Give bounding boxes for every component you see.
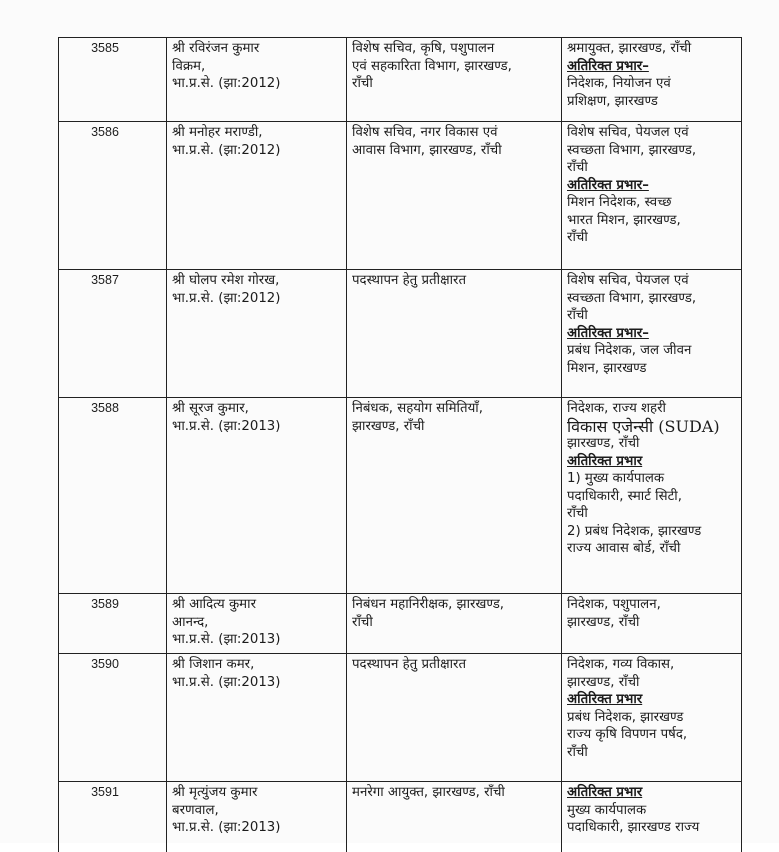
current-post — [347, 38, 562, 122]
additional-charge-heading: अतिरिक्त प्रभार– — [567, 58, 649, 74]
name-line: श्री जिशान कमर, — [172, 657, 255, 672]
additional-charge-heading: अतिरिक्त प्रभार — [567, 692, 643, 707]
current-post — [347, 594, 562, 654]
new-post-line: झारखण्ड, राँची — [567, 436, 640, 451]
additional-charge-line: राज्य कृषि विपणन पर्षद, — [567, 727, 688, 742]
current-post-line: पदस्थापन हेतु प्रतीक्षारत — [352, 273, 467, 288]
additional-charge-line: राँची — [567, 230, 588, 245]
current-post-line: मनरेगा आयुक्त, झारखण्ड, राँची — [352, 785, 505, 800]
additional-charge-line: प्रबंध निदेशक, झारखण्ड — [567, 709, 684, 725]
name-line: विक्रम, — [172, 58, 206, 74]
current-post-line: पदस्थापन हेतु प्रतीक्षारत — [352, 657, 467, 672]
current-post-line: आवास विभाग, झारखण्ड, राँची — [352, 142, 502, 158]
new-post-line: स्वच्छता विभाग, झारखण्ड, — [567, 142, 697, 158]
table-row — [59, 594, 742, 654]
table-row — [59, 398, 742, 594]
additional-charge-heading: अतिरिक्त प्रभार — [567, 785, 643, 800]
additional-charge-line: राज्य आवास बोर्ड, राँची — [567, 541, 681, 556]
additional-charge-heading: अतिरिक्त प्रभार– — [567, 177, 649, 193]
table-row — [59, 122, 742, 270]
serial-number: 3589 — [59, 594, 167, 654]
additional-charge-line: राँची — [567, 744, 588, 760]
current-post-line: निबंधन महानिरीक्षक, झारखण्ड, — [352, 597, 505, 612]
serial-number: 3586 — [59, 122, 167, 270]
name-line: श्री घोलप रमेश गोरख, — [172, 273, 280, 288]
name-line: श्री आदित्य कुमार — [172, 597, 257, 612]
new-post-line: श्रमायुक्त, झारखण्ड, राँची — [567, 41, 692, 56]
new-post — [562, 398, 742, 594]
additional-charge-heading: अतिरिक्त प्रभार– — [567, 325, 649, 341]
additional-charge-line: मिशन निदेशक, स्वच्छ — [567, 195, 672, 210]
officer-name — [167, 270, 347, 398]
additional-charge-line: 2) प्रबंध निदेशक, झारखण्ड — [567, 523, 702, 539]
table-row — [59, 782, 742, 852]
serial-number: 3587 — [59, 270, 167, 398]
serial-number: 3585 — [59, 38, 167, 122]
name-line: आनन्द, — [172, 614, 209, 630]
name-line: श्री सूरज कुमार, — [172, 401, 249, 416]
current-post — [347, 122, 562, 270]
officer-name — [167, 654, 347, 782]
new-post-line: झारखण्ड, राँची — [567, 674, 640, 690]
name-line: श्री मनोहर मराण्डी, — [172, 125, 263, 140]
additional-charge-line: मुख्य कार्यपालक — [567, 802, 647, 818]
new-post — [562, 594, 742, 654]
current-post-line: विशेष सचिव, नगर विकास एवं — [352, 125, 498, 140]
current-post — [347, 654, 562, 782]
name-line: भा.प्र.से. (झा:2013) — [172, 674, 281, 690]
name-line: भा.प्र.से. (झा:2012) — [172, 290, 281, 306]
additional-charge-line: राँची — [567, 506, 588, 521]
current-post — [347, 270, 562, 398]
name-line: भा.प्र.से. (झा:2012) — [172, 142, 281, 158]
current-post — [347, 782, 562, 852]
additional-charge-line: भारत मिशन, झारखण्ड, — [567, 212, 681, 228]
officer-name — [167, 122, 347, 270]
table-row — [59, 654, 742, 782]
additional-charge-line: मिशन, झारखण्ड — [567, 360, 647, 376]
new-post-line: राँची — [567, 308, 588, 323]
transfer-table-body — [59, 38, 742, 852]
new-post — [562, 38, 742, 122]
new-post — [562, 122, 742, 270]
table-row — [59, 38, 742, 122]
serial-number: 3588 — [59, 398, 167, 594]
new-post-line: झारखण्ड, राँची — [567, 614, 640, 630]
new-post-line: निदेशक, पशुपालन, — [567, 597, 661, 612]
additional-charge-line: प्रबंध निदेशक, जल जीवन — [567, 343, 692, 358]
officer-name — [167, 782, 347, 852]
new-post — [562, 270, 742, 398]
current-post-line: निबंधक, सहयोग समितियाँ, — [352, 401, 483, 416]
new-post-line: राँची — [567, 160, 588, 175]
new-post-line: विशेष सचिव, पेयजल एवं — [567, 125, 689, 140]
table-row — [59, 270, 742, 398]
current-post-line: एवं सहकारिता विभाग, झारखण्ड, — [352, 58, 512, 74]
officer-name — [167, 594, 347, 654]
new-post-line: विशेष सचिव, पेयजल एवं — [567, 273, 689, 288]
name-line: भा.प्र.से. (झा:2012) — [172, 76, 281, 91]
officer-name — [167, 398, 347, 594]
officer-name — [167, 38, 347, 122]
serial-number: 3591 — [59, 782, 167, 852]
new-post-line: निदेशक, राज्य शहरी — [567, 401, 667, 416]
additional-charge-line: पदाधिकारी, स्मार्ट सिटी, — [567, 488, 682, 504]
current-post-line: झारखण्ड, राँची — [352, 418, 425, 434]
additional-charge-line: प्रशिक्षण, झारखण्ड — [567, 93, 658, 109]
new-post-line: स्वच्छता विभाग, झारखण्ड, — [567, 290, 697, 306]
new-post-line: निदेशक, गव्य विकास, — [567, 657, 675, 672]
new-post — [562, 654, 742, 782]
name-line: बरणवाल, — [172, 802, 219, 818]
current-post — [347, 398, 562, 594]
current-post-line: राँची — [352, 76, 373, 91]
new-post-line: विकास एजेन्सी (SUDA) — [567, 416, 720, 436]
new-post — [562, 782, 742, 852]
name-line: भा.प्र.से. (झा:2013) — [172, 820, 281, 835]
name-line: श्री मृत्युंजय कुमार — [172, 785, 258, 800]
name-line: भा.प्र.से. (झा:2013) — [172, 632, 281, 647]
additional-charge-line: 1) मुख्य कार्यपालक — [567, 471, 665, 486]
current-post-line: राँची — [352, 614, 373, 630]
additional-charge-heading: अतिरिक्त प्रभार — [567, 453, 643, 469]
serial-number: 3590 — [59, 654, 167, 782]
additional-charge-line: निदेशक, नियोजन एवं — [567, 76, 671, 91]
additional-charge-line: पदाधिकारी, झारखण्ड राज्य — [567, 820, 700, 835]
current-post-line: विशेष सचिव, कृषि, पशुपालन — [352, 41, 495, 56]
name-line: भा.प्र.से. (झा:2013) — [172, 418, 281, 434]
transfer-table — [58, 37, 742, 852]
name-line: श्री रविरंजन कुमार — [172, 41, 260, 56]
